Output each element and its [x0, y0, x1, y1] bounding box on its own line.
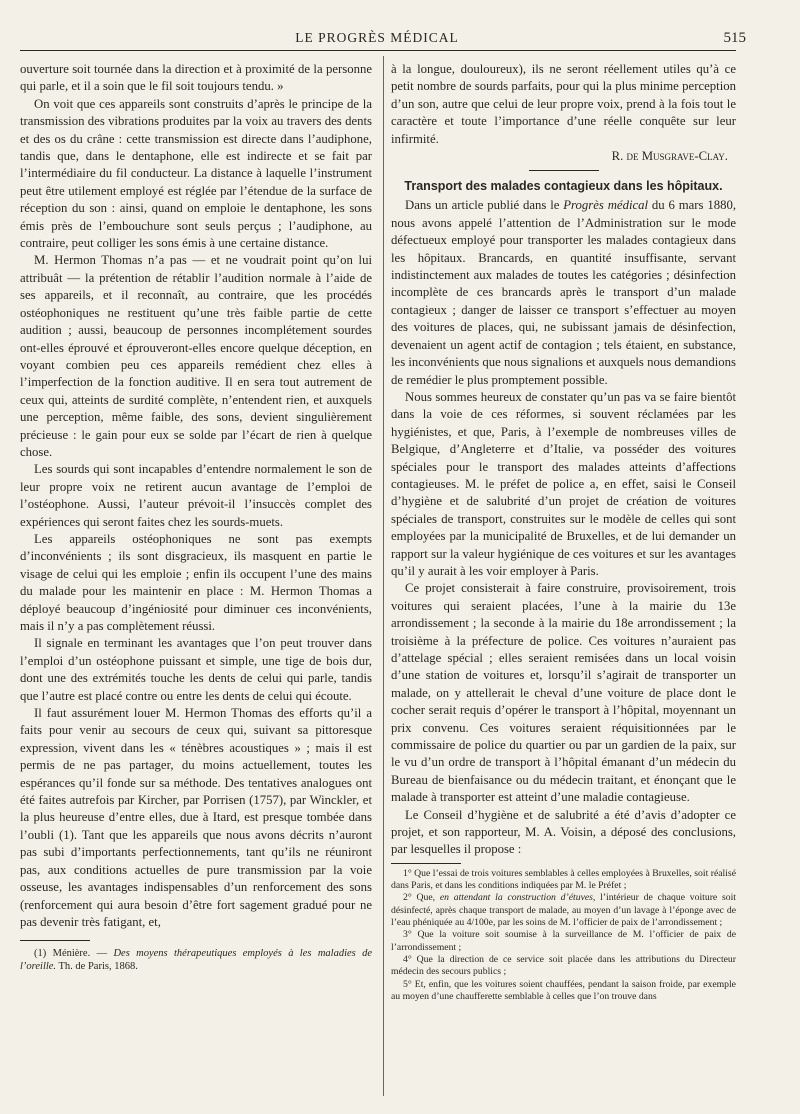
paragraph: Ce projet consisterait à faire construire, provisoirement, trois voitures qui seraient placées, l’une à la mairie du 13e arrondissement ; la seconde à la mairie du 18e arrondissement ; la troisième à la préfecture de police. Ces voitures n’auraient pas d’attelage spécial ; elles seraient remisées dans un local voisin d’une station de voitures et, lorsqu’il s’agirait de transporter un malade, on y attellerait le cheval d’une voiture de place dont le cocher serait requis d’opérer le transport à l’hôpital, moyennant un prix convenu. Ces voitures seraient réquisitionnées par le commissaire de police du quartier ou par un gardien de la paix, sur le vu d’un ordre de transport à l’hôpital émanant d’un médecin du Bureau de bienfaisance ou du médecin traitant, et énonçant que le malade à transporter est atteint d’une maladie contagieuse. — [391, 581, 736, 805]
section-rule — [529, 170, 599, 171]
conclusion-item: 1° Que l’essai de trois voitures semblables à celles employées à Bruxelles, soit réalisé dans Paris, et dans les conditions indiquées par M. le Préfet ; — [391, 867, 736, 892]
paragraph: Les sourds qui sont incapables d’entendre normalement le son de leur propre voix ne retirent aucun avantage de l’emploi de l’ostéophone. Aussi, l’auteur prévoit-il l’insuccès complet des expériences qui seront faites chez les sourds-muets. — [20, 462, 372, 529]
right-column — [391, 61, 736, 1003]
page-number: 515 — [723, 30, 746, 46]
paragraph: Nous sommes heureux de constater qu’un pas va se faire bientôt dans la voie de ces réformes, si souvent réclamées par les hygiénistes, et que, Paris, à l’exemple de nombreuses villes de Belgique, d’Angleterre et d’Italie, va posséder des voitures spéciales pour le transport des malades atteints d’affections contagieuses. M. le préfet de police a, en effet, saisi le Conseil d’hygiène et de salubrité d’un projet de création de voitures spéciales de transport, construites sur le modèle de celles qui sont employées par la municipalité de Bruxelles, et de lui demander un rapport sur la valeur hygiénique de ces voitures et sur les avantages qu’il y aurait à les voir employer à Paris. — [391, 389, 736, 578]
author-signature: R. de Musgrave-Clay. — [611, 149, 728, 164]
footnote-marker: (1) Ménière. — — [34, 948, 108, 960]
journal-name: Progrès médical — [563, 198, 649, 213]
footnote-title: Des moyens thérapeutiques employés à les maladies de l’oreille. — [20, 948, 373, 973]
paragraph: ouverture soit tournée dans la direction et à proximité de la personne qui parle, et il a soin que le fil soit toujours tendu. » — [20, 62, 372, 94]
paragraph: Le Conseil d’hygiène et de salubrité a été d’avis d’adopter ce projet, et son rapporteur, M. A. Voisin, a déposé des conclusions, par lesquelles il propose : — [391, 807, 736, 857]
footnote — [20, 947, 372, 973]
column-divider — [383, 56, 384, 1096]
conclusion-rest: l’intérieur de chaque voiture soit désinfecté, après chaque transport de malade, au moyen d’un lavage à l’éponge avec de l’eau phéniquée au 4/100e, par les soins de M. l’officier de paix de l’arrondissement ; — [391, 892, 736, 929]
conclusions-list — [391, 868, 736, 1003]
running-header — [20, 30, 746, 48]
paragraph: Il signale en terminant les avantages que l’on peut trouver dans l’emploi d’un ostéophone puissant et simple, une tige de bois dur, dont une des extrémités touche les dents de celui qui parle, tandis que l’autre est placé contre ou entre les dents de celui qui écoute. — [20, 636, 372, 703]
conclusion-item: 3° Que la voiture soit soumise à la surveillance de M. l’officier de paix de l’arrondissement ; — [391, 929, 736, 953]
conclusion-item — [391, 892, 736, 929]
paragraph-start: Dans un article publié dans le — [405, 198, 560, 213]
paragraph: Il faut assurément louer M. Hermon Thomas des efforts qu’il a faits pour venir au secours de ceux qui, suivant sa pittoresque expression, vivent dans les « ténèbres acoustiques » ; mais il est permis de ne pas partager, du moins actuellement, toutes les espérances qu’il fonde sur sa méthode. Des tentatives analogues ont été faites autrefois par Kircher, par Porrisen (1757), par Winckler, et la plus heureuse d’entre elles, due à Itard, est presque tombée dans l’oubli (1). Tant que les appareils que nous avons décrits n’auront pas subi d’importants perfectionnements, tant qu’ils ne réuniront pas, aux conditions actuelles de pure transmission par la voie osseuse, les avantages indispensables d’un renforcement des sons (renforcement qui aura besoin d’être fort sagement gradué pour ne pas devenir très fatigant, et, — [20, 706, 372, 929]
paragraph: Les appareils ostéophoniques ne sont pas exempts d’inconvénients ; ils sont disgracieux, ils masquent en partie le visage de celui qui les emploie ; enfin ils occupent l’une des mains du malade pour les maintenir en place : M. Hermon Thomas a déployé beaucoup d’ingéniosité pour diminuer ces inconvénients, mais il n’y a pas complètement réussi. — [20, 531, 372, 633]
conclusion-start: 2° Que, — [403, 892, 436, 904]
paragraph — [391, 197, 736, 388]
journal-title: LE PROGRÈS MÉDICAL — [295, 30, 459, 45]
header-rule — [20, 50, 736, 51]
conclusion-italic: en attendant la construction d’étuves, — [439, 892, 596, 904]
paragraph: M. Hermon Thomas n’a pas — et ne voudrait point qu’on lui attribuât — la prétention de rétablir l’audition normale à l’aide de ses appareils, et il reconnaît, au contraire, que les procédés ostéophoniques ne restituent qu’une très faible partie de cette audition ; aussi, beaucoup de personnes incomplétement sourdes ont-elles éprouvé et éprouveront-elles encore quelque déception, en voyant combien peu ces appareils remédient chez elles à l’imperfection de la fonction auditive. Il en sera tout autrement de ceux qui, atteints de surdité complète, n’entendent rien, et auxquels une perception, même faible, des sons, devient singulièrement précieuse : le gain pour eux se solde par l’écart de rien à quelque chose. — [20, 253, 372, 459]
conclusions-rule — [391, 863, 461, 864]
paragraph-rest: du 6 mars 1880, nous avons appelé l’attention de l’Administration sur le mode défectueux employé pour transporter les malades contagieux dans les hôpitaux. Brancards, en quantité insuffisante, servant indistinctement aux malades de toutes les catégories ; désinfection incomplète de ces brancards après le transport d’un malade contagieux ; danger de laisser ce transport s’effectuer au moyen des voitures de places, qui, ne subissant jamais de désinfection, devenaient un agent actif de contagion ; tels étaient, en substance, les inconvénients que nous signalions et auxquels nous demandions de remédier le plus promptement possible. — [391, 198, 737, 387]
conclusion-item: 5° Et, enfin, que les voitures soient chauffées, pendant la saison froide, par exemple au moyen d’une chaufferette semblable à celles que l’on trouve dans — [391, 978, 736, 1002]
paragraph: On voit que ces appareils sont construits d’après le principe de la transmission des vibrations produites par la voix au travers des dents et des os du crâne : cette transmission est directe dans l’audiphone, tandis que, dans le dentaphone, elle est indirecte et se fait par l’intermédiaire du fil conducteur. La distance à laquelle l’instrument peut être utilement employé est réglée par l’étendue de la surface de réception du son : ainsi, quand on emploie le dentaphone, les sons émis près de l’embouchure sont seuls perçus ; l’audiphone, au contraire, peut colliger les sons émis à une certaine distance. — [20, 96, 372, 251]
footnote-rule — [20, 940, 90, 941]
article-title: Transport des malades contagieux dans les hôpitaux. — [404, 179, 723, 194]
left-column — [20, 61, 372, 973]
paragraph: à la longue, douloureux), ils ne seront réellement utiles qu’à ce petit nombre de sourds parfaits, pour qui la plus minime perception d’un son, autre que celui de leur propre voix, prend à la fois tout le caractère et toute l’importance d’une réelle conquête sur leur infirmité. — [391, 62, 736, 146]
conclusion-item: 4° Que la direction de ce service soit placée dans les attributions du Directeur médecin des secours publics ; — [391, 953, 736, 978]
footnote-source: Th. de Paris, 1868. — [58, 961, 138, 973]
